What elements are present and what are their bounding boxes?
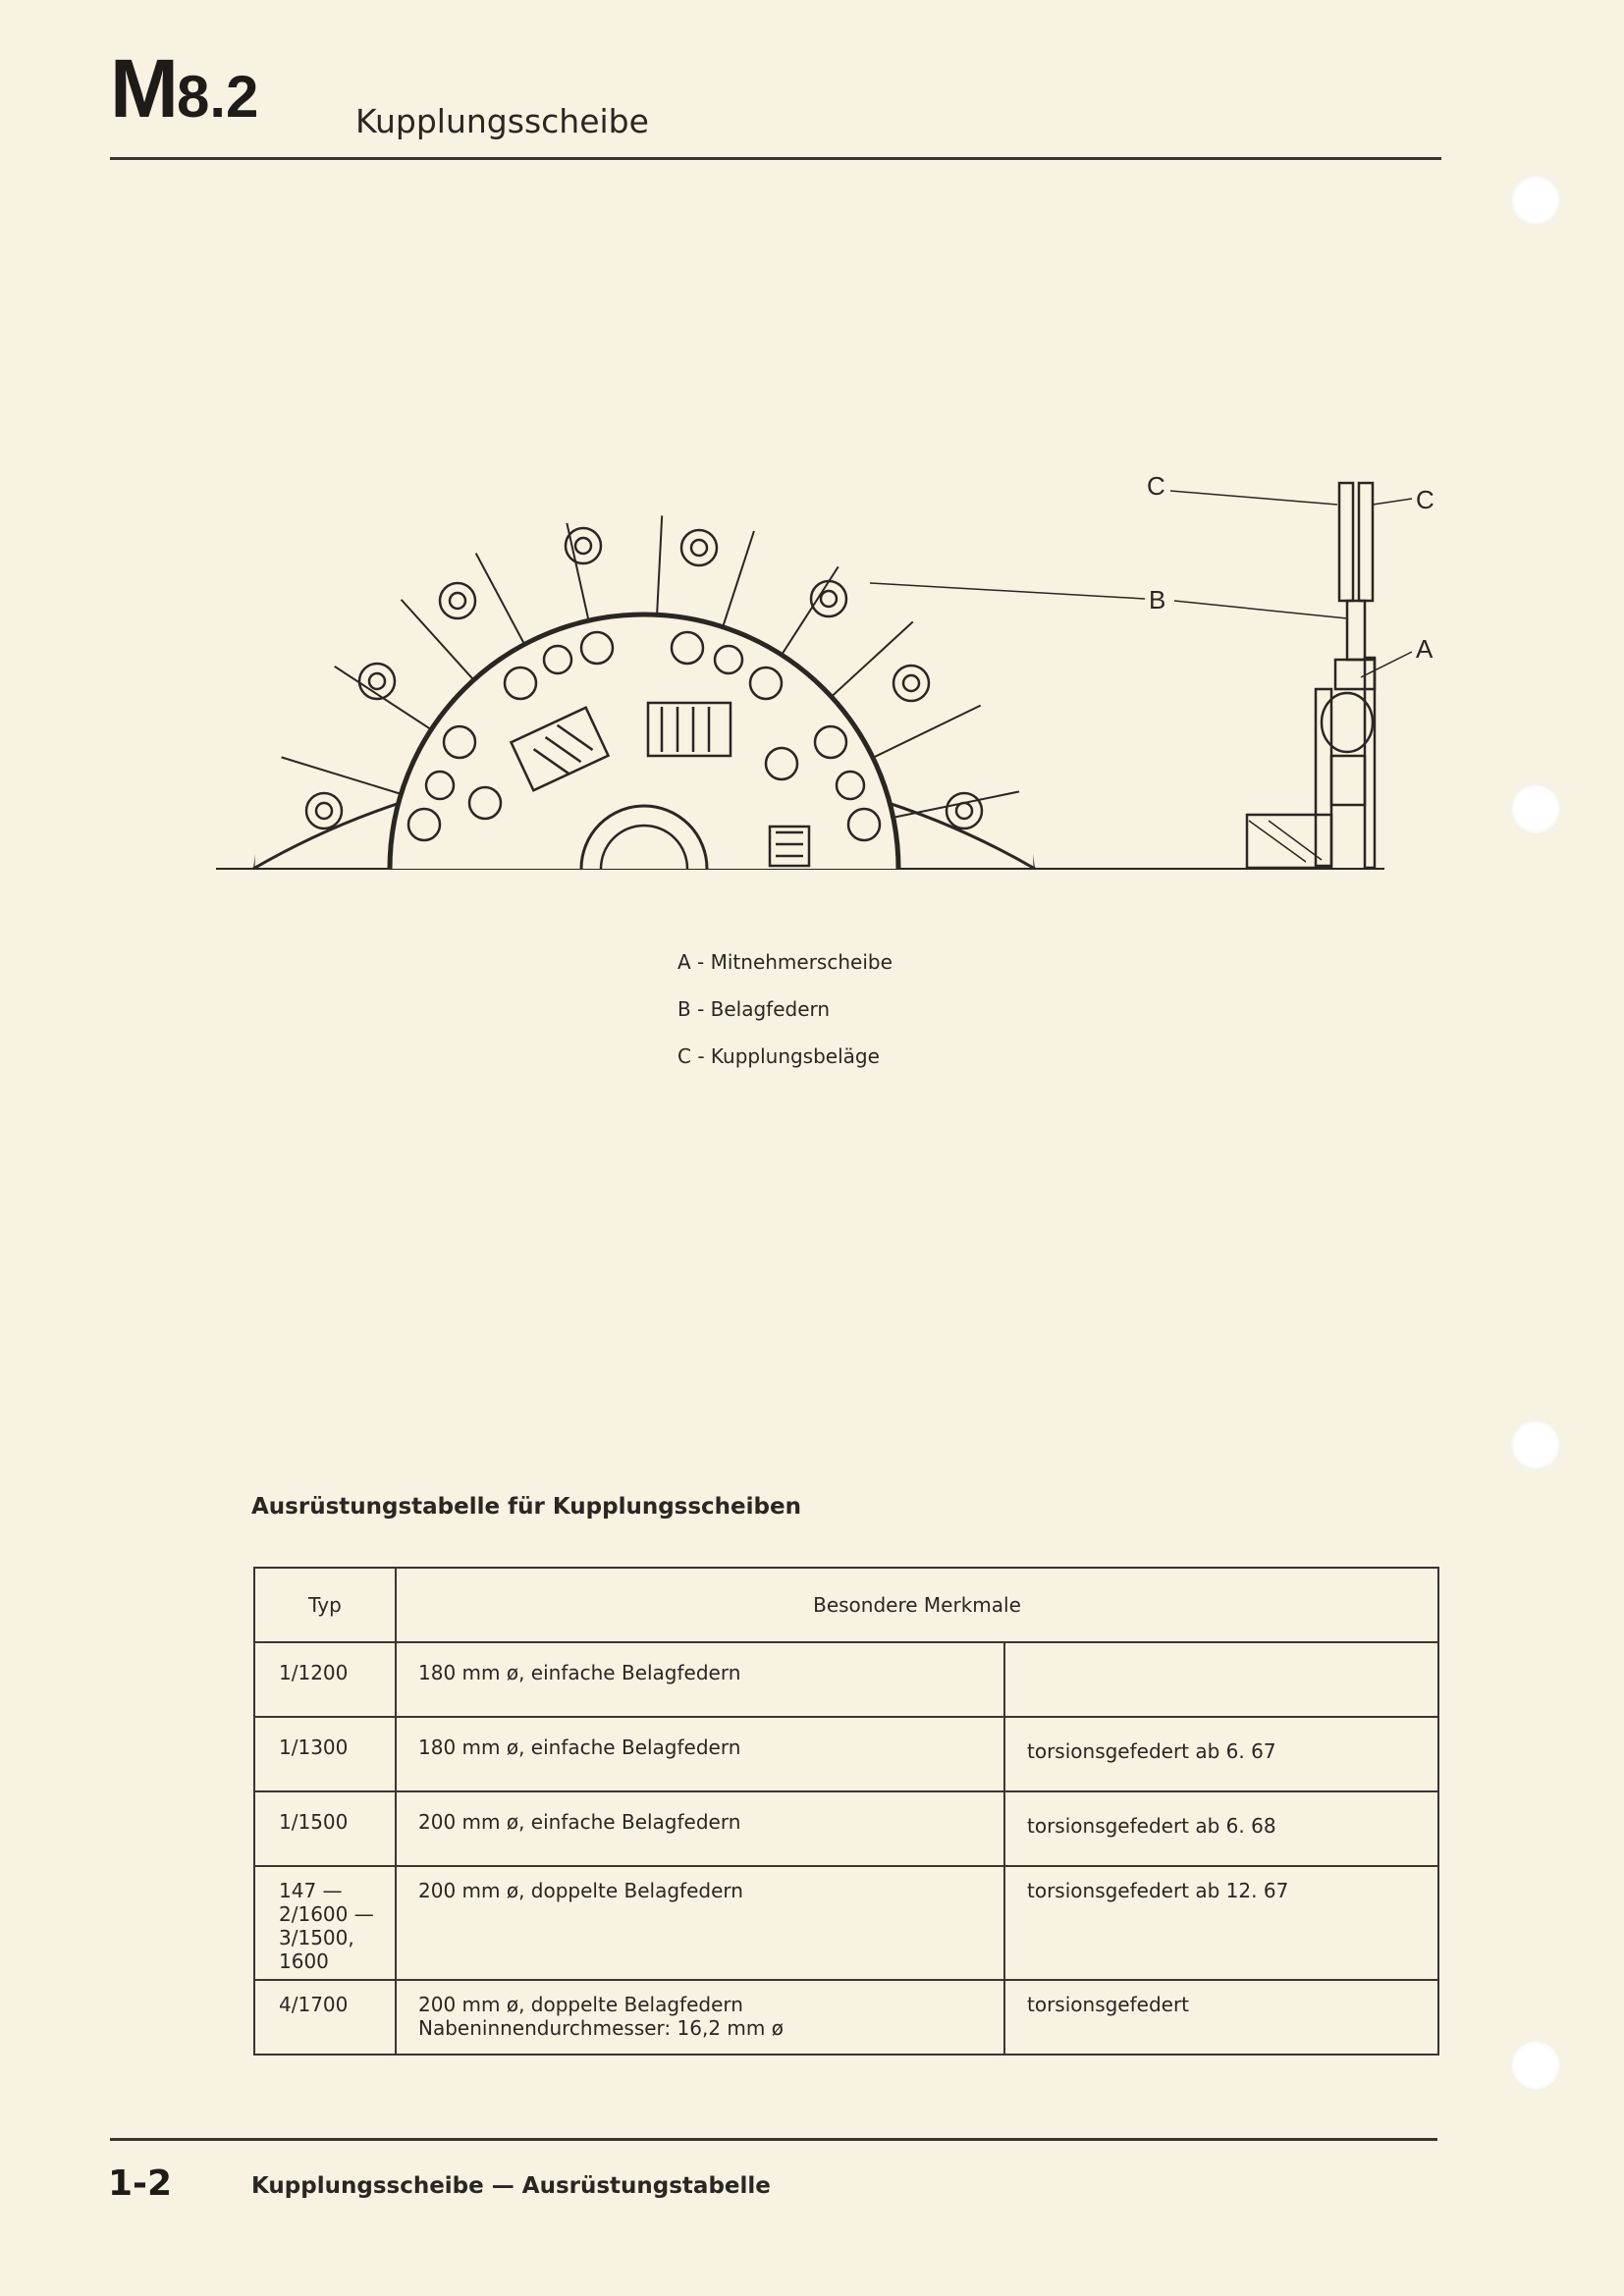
page-title: Kupplungsscheibe <box>355 102 649 140</box>
cell-typ-line: 3/1500, <box>279 1926 354 1949</box>
rivet <box>893 666 929 701</box>
table-row <box>254 1717 1438 1791</box>
page-number: 1-2 <box>108 2163 173 2204</box>
cell-typ <box>255 1867 395 1973</box>
cell-note: torsionsgefedert ab 12. 67 <box>1027 1879 1289 1902</box>
table-header-row <box>254 1568 1438 1642</box>
header-merkmale: Besondere Merkmale <box>396 1568 1438 1642</box>
leader-c-right <box>1373 499 1412 505</box>
cell-feature: 200 mm ø, einfache Belagfedern <box>418 1810 741 1834</box>
header-typ: Typ <box>254 1568 396 1642</box>
cell-feature <box>397 1981 1003 2040</box>
equipment-table <box>253 1567 1439 2056</box>
leader-b-2 <box>1174 601 1347 618</box>
cell-note <box>1005 1643 1437 1661</box>
callout-c-right: C <box>1416 485 1435 514</box>
legend-item-b: B - Belagfedern <box>677 997 831 1021</box>
cell-note: torsionsgefedert ab 6. 67 <box>1027 1739 1276 1763</box>
cell-feature-line: 200 mm ø, doppelte Belagfedern <box>418 1993 743 2016</box>
section-letter: M <box>110 42 177 134</box>
footer-rule <box>110 2138 1437 2141</box>
cell-typ-line: 1600 <box>279 1949 329 1973</box>
leader-c-left <box>1170 491 1337 505</box>
rivet <box>306 793 342 828</box>
legend-item-a: A - Mitnehmerscheibe <box>677 950 893 974</box>
cell-note: torsionsgefedert ab 6. 68 <box>1027 1814 1276 1838</box>
cell-typ-line: 2/1600 — <box>279 1902 374 1926</box>
table-row <box>254 1791 1438 1866</box>
clutch-disc-diagram <box>0 0 1624 982</box>
cell-typ-line: 147 — <box>279 1879 343 1902</box>
table-row <box>254 1866 1438 1980</box>
callout-b: B <box>1149 585 1166 614</box>
cell-typ: 1/1500 <box>279 1810 349 1834</box>
footer-title: Kupplungsscheibe — Ausrüstungstabelle <box>251 2173 771 2199</box>
leader-a <box>1361 652 1412 677</box>
rivet-star <box>947 793 982 828</box>
rivet-star <box>811 581 846 616</box>
callout-a: A <box>1416 634 1434 664</box>
table-row <box>254 1980 1438 2055</box>
cell-feature-line: Nabeninnendurchmesser: 16,2 mm ø <box>418 2016 784 2040</box>
cell-note: torsionsgefedert <box>1027 1993 1190 2016</box>
rivet <box>681 530 717 565</box>
disc-section-view <box>1247 483 1375 868</box>
cell-feature: 200 mm ø, doppelte Belagfedern <box>418 1879 743 1902</box>
cell-typ: 4/1700 <box>279 1993 349 2016</box>
table-caption: Ausrüstungstabelle für Kupplungsscheiben <box>251 1494 801 1520</box>
legend-item-c: C - Kupplungsbeläge <box>677 1044 880 1068</box>
rivet <box>440 583 475 618</box>
cell-feature: 180 mm ø, einfache Belagfedern <box>418 1735 741 1759</box>
cell-typ: 1/1300 <box>279 1735 349 1759</box>
punch-hole <box>1510 2040 1561 2091</box>
callout-c-left: C <box>1147 471 1165 501</box>
section-number: 8.2 <box>176 64 259 130</box>
rivet-star <box>566 528 601 563</box>
punch-hole <box>1510 1419 1561 1470</box>
cell-feature: 180 mm ø, einfache Belagfedern <box>418 1661 741 1684</box>
cell-typ: 1/1200 <box>279 1661 349 1684</box>
table-row <box>254 1642 1438 1717</box>
leader-b <box>870 583 1145 599</box>
